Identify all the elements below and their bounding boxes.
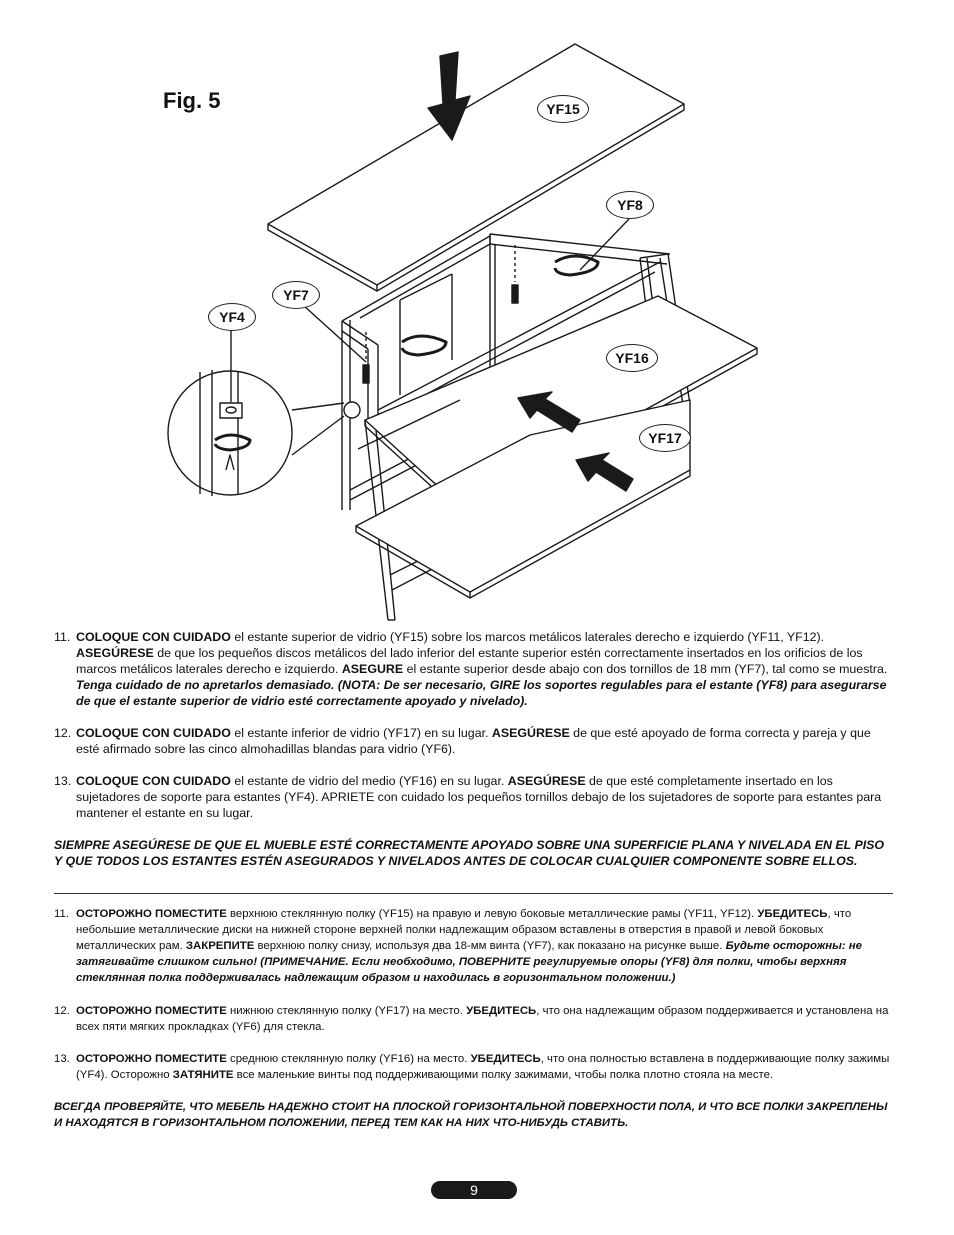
warning-es: SIEMPRE ASEGÚRESE DE QUE EL MUEBLE ESTÉ CORRECTAMENTE APOYADO SOBRE UNA SUPERFICIE PLANA Y NIVELADA EN EL PISO Y QUE TODOS LOS ESTANTES ESTÉN ASEGURADOS Y NIVELADOS ANTES DE COLOCAR CUALQUIER COMPONENTE SOBRE ELLOS.: [54, 838, 885, 868]
step-11-es: 11. COLOQUE CON CUIDADO el estante superior de vidrio (YF15) sobre los marcos metálicos laterales derecho e izquierdo (YF11, YF12). ASEGÚRESE de que los pequeños discos metálicos del lado inferior del estante superior estén correctamente insertados en los orificios de los marcos metálicos laterales derecho e izquierdo. ASEGURE el estante superior desde abajo con dos tornillos de 18 mm (YF7), tal como se muestra. Tenga cuidado de no apretarlos demasiado. (NOTA: De ser necesario, GIRE los soportes regulables para el estante (YF8) para asegurarse de que el estante superior de vidrio esté correctamente apoyado y nivelado).: [54, 630, 888, 708]
step-13-es: 13. COLOQUE CON CUIDADO el estante de vidrio del medio (YF16) en su lugar. ASEGÚRESE de que esté completamente insertado en los sujetadores de soporte para estantes (YF4). APRIETE con cuidado los pequeños tornillos debajo de los sujetadores de soporte para estantes para mantener el estante en su lugar.: [54, 774, 882, 820]
label-yf7: YF7: [272, 281, 320, 309]
warning-ru: ВСЕГДА ПРОВЕРЯЙТЕ, ЧТО МЕБЕЛЬ НАДЕЖНО СТОИТ НА ПЛОСКОЙ ГОРИЗОНТАЛЬНОЙ ПОВЕРХНОСТИ ПОЛА, И ЧТО ВСЕ ПОЛКИ ЗАКРЕПЛЕНЫ И НАХОДЯТСЯ В ГОРИЗОНТАЛЬНОМ ПОЛОЖЕНИИ, ПЕРЕД ТЕМ КАК НА НИХ ЧТО-НИБУДЬ СТАВИТЬ.: [54, 1101, 888, 1129]
figure-title: Fig. 5: [163, 88, 221, 113]
step-12-ru: 12. ОСТОРОЖНО ПОМЕСТИТЕ нижнюю стеклянную полку (YF17) на место. УБЕДИТЕСЬ, что она надлежащим образом поддерживается и установлена на всех пяти мягких прокладках (YF6) для стекла.: [54, 1005, 889, 1033]
label-yf16: YF16: [606, 344, 658, 372]
step-11-ru: 11. ОСТОРОЖНО ПОМЕСТИТЕ верхнюю стеклянную полку (YF15) на правую и левую боковые металлические рамы (YF11, YF12). УБЕДИТЕСЬ, что небольшие металлические диски на нижней стороне верхней полки надлежащим образом вставлены в отверстия в правой и левой боковых металлических рам. ЗАКРЕПИТЕ верхнюю полку снизу, используя два 18-мм винта (YF7), как показано на рисунке выше. Будьте осторожны: не затягивайте слишком сильно! (ПРИМЕЧАНИЕ. Если необходимо, ПОВЕРНИТЕ регулируемые опоры (YF8) для полки, чтобы верхняя стеклянная полка поддерживалась надлежащим образом и находилась в горизонтальном положении.): [54, 908, 862, 984]
label-yf15: YF15: [537, 95, 589, 123]
step-12-es: 12. COLOQUE CON CUIDADO el estante inferior de vidrio (YF17) en su lugar. ASEGÚRESE de que esté apoyado de forma correcta y pareja y que esté afirmado sobre las cinco almohadillas blandas para vidrio (YF6).: [54, 726, 871, 756]
detail-magnifier: [168, 370, 360, 496]
top-glass-shelf: [268, 44, 684, 291]
russian-instructions: [54, 906, 894, 1131]
divider: [54, 893, 893, 894]
step-13-ru: 13. ОСТОРОЖНО ПОМЕСТИТЕ среднюю стеклянную полку (YF16) на место. УБЕДИТЕСЬ, что она полностью вставлена в поддерживающие полку зажимы (YF4). Осторожно ЗАТЯНИТЕ все маленькие винты под поддерживающими полку зажимами, чтобы полка плотно стояла на месте.: [54, 1053, 890, 1081]
label-yf17: YF17: [639, 424, 691, 452]
rotate-arrow-icon: [402, 336, 446, 355]
label-yf4: YF4: [208, 303, 256, 331]
page-number: 9: [431, 1181, 517, 1199]
label-yf8: YF8: [606, 191, 654, 219]
spanish-instructions: [54, 629, 894, 869]
